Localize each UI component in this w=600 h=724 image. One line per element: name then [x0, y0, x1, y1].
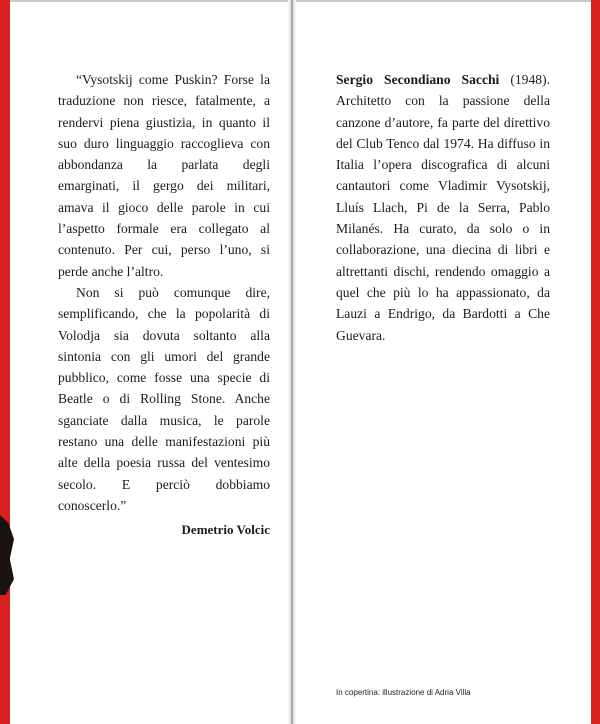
cover-illustration-fragment — [0, 515, 14, 595]
quote-column — [58, 69, 270, 541]
quote-author: Demetrio Volcic — [181, 522, 270, 538]
bio-name: Sergio Secondiano Sacchi — [336, 72, 500, 87]
bio-paragraph — [336, 69, 550, 346]
page-fold — [288, 0, 296, 724]
top-border — [10, 0, 591, 2]
bio-column — [336, 69, 550, 346]
bio-text: (1948). Architetto con la passione della canzone d’autore, fa parte del direttivo del Club Tenco dal 1974. Ha diffuso in Italia l’opera discografica di alcuni cantautori come Vladimir Vysotskij, Lluís Llach, Pi de la Serra, Pablo Milanés. Ha curato, da solo o in collaborazione, una diecina di libri e altrettanti dischi, rendendo omaggio a quel che più lo ha appassionato, da Lauzi a Endrigo, da Bardotti a Che Guevara. — [336, 72, 550, 343]
right-red-edge — [591, 0, 600, 724]
quote-paragraph-2: Non si può comunque dire, semplificando, che la popolarità di Volodja sia dovuta soltanto alla sintonia con gli umori del grande pubblico, come fosse una specie di Beatle o di Rolling Stone. Anche sganciate dalla musica, le parole restano una delle manifestazioni più alte della poesia russa del ventesimo secolo. E perciò dobbiamo conoscerlo.” — [58, 284, 270, 513]
left-red-edge — [0, 0, 10, 724]
quote-paragraph-1: “Vysotskij come Puskin? Forse la traduzione non riesce, fatalmente, a rendervi piena giustizia, in quanto il suo duro linguaggio raccoglieva con abbondanza la parlata degli emarginati, il gergo dei militari, amava il gioco delle parole in cui l’aspetto formale era collegato al contenuto. Per cui, perso l’uno, si perde anche l’altro. — [58, 72, 270, 279]
cover-credit: In copertina: illustrazione di Adria Villa — [336, 688, 471, 697]
